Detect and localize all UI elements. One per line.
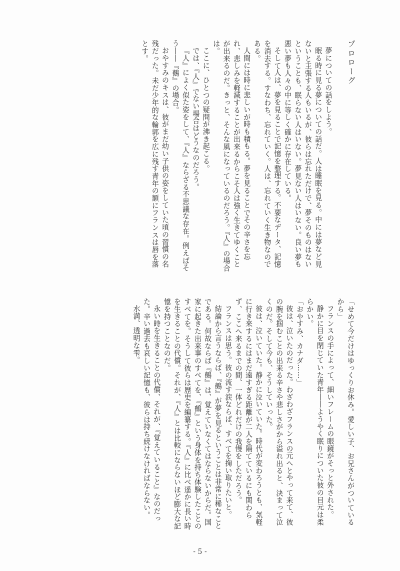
paragraph: では、『人』でない場合はどうなのだろう。 — [192, 47, 201, 191]
paragraph: フランスは思う。彼の流す涙ならば、すべてを掬い取りたいと。 — [224, 305, 233, 519]
text-block-lower — [132, 298, 356, 530]
paragraph: 結論から言うならば、『鵺』が夢を見るということは非常に稀なことである。何故ならば『鵺』は、覚えていなくてはならないからだ。国家に起きた出来事のすべてを、『鵺』という身体を持ち体験したことのすべてを。そうして彼らは歴史を編纂する。『人』に比べ遥かに長い時を生きることの代償。それが、『人』とは比較にならないほど膨大な記憶を持つことなのだ。 — [163, 298, 223, 530]
paragraph: 眠る時に見る夢についての話だ。人は睡眠を見る。中には夢など見ないと主張する人もいるが、彼らは忘れただけで、夢そのものはないということも、眠らない人はいない。夢見ない人はいない。良い夢も悪い夢も人々の中に等しく確かに存在している。 — [283, 40, 323, 268]
paragraph: 静かに目を閉じていた青年――ようやく眠りについた彼の目元は柔らかい。 — [306, 298, 325, 526]
paragraph: 彼は、泣いたのだった。わざわざフランスの元へとやって来て、彼の腕を掴むことの出来る辛さや悲しさがから溢れ出ると、決まって泣くのだ。そして今も、そうしていった。 — [265, 298, 294, 526]
paragraph: 夢についての話をしよう。 — [324, 47, 333, 136]
paragraph: 永い時を生きることの代償、それが、『覚えていること』なのだった。辛い過去も哀しい記憶も、彼らは持ち続けなければならない。 — [142, 298, 162, 522]
paragraph: 『人』によく似た姿をして、『人』ならざる不思議な存在。例えばそう――『鵺』の場合。 — [171, 40, 190, 272]
dialogue: 「せめて今だけはゆっくりお休み。愛しい子、お兄さんがついているから」 — [336, 298, 355, 526]
paragraph: 彼は、泣いていた。静かに泣いていた。時代が変わろうとも、気軽に行き来するにはまだ遠すぎる距離が二人を隔てているにも関わらず、ここへ来るまでの間、一体どれだけの我慢をしただろう。 — [234, 298, 264, 526]
paragraph: おやすみのキスは、彼がまだ幼い子供の姿をしていた頃の習慣の名残だった。未だ少年的な輪郭を広に残す青年の額にフランスは唇を落とす。 — [141, 40, 170, 268]
paragraph: 人間には時に悲しいが時も積もる。夢を見ることでその辛さを忘れ、悲しみを軽減することが出来るからこそ人は強く生きてゆくことが出来るのだ。きっと、そんな風になっているのだろう。『人』の場合は。 — [212, 40, 252, 272]
page-number: - 5 - — [193, 548, 207, 556]
text-block-upper — [140, 40, 356, 272]
paragraph: ここに、ひとつの疑問が沸き起こる。 — [202, 47, 211, 172]
paragraph: 水満、透明な雫。 — [132, 305, 141, 364]
chapter-title: プロローグ — [347, 40, 356, 86]
paragraph: フランスの手によって、細いフレームの眼鏡がそっと外された。 — [326, 305, 335, 519]
dialogue: 「おやすみ、カナダ……」 — [295, 298, 304, 387]
paragraph: そして人は、夢を見ることで記憶を整理する。不要なデータ、記憶を消去する。すなわち、忘れていく。人は、忘れていく生き物なのである。 — [253, 40, 282, 268]
